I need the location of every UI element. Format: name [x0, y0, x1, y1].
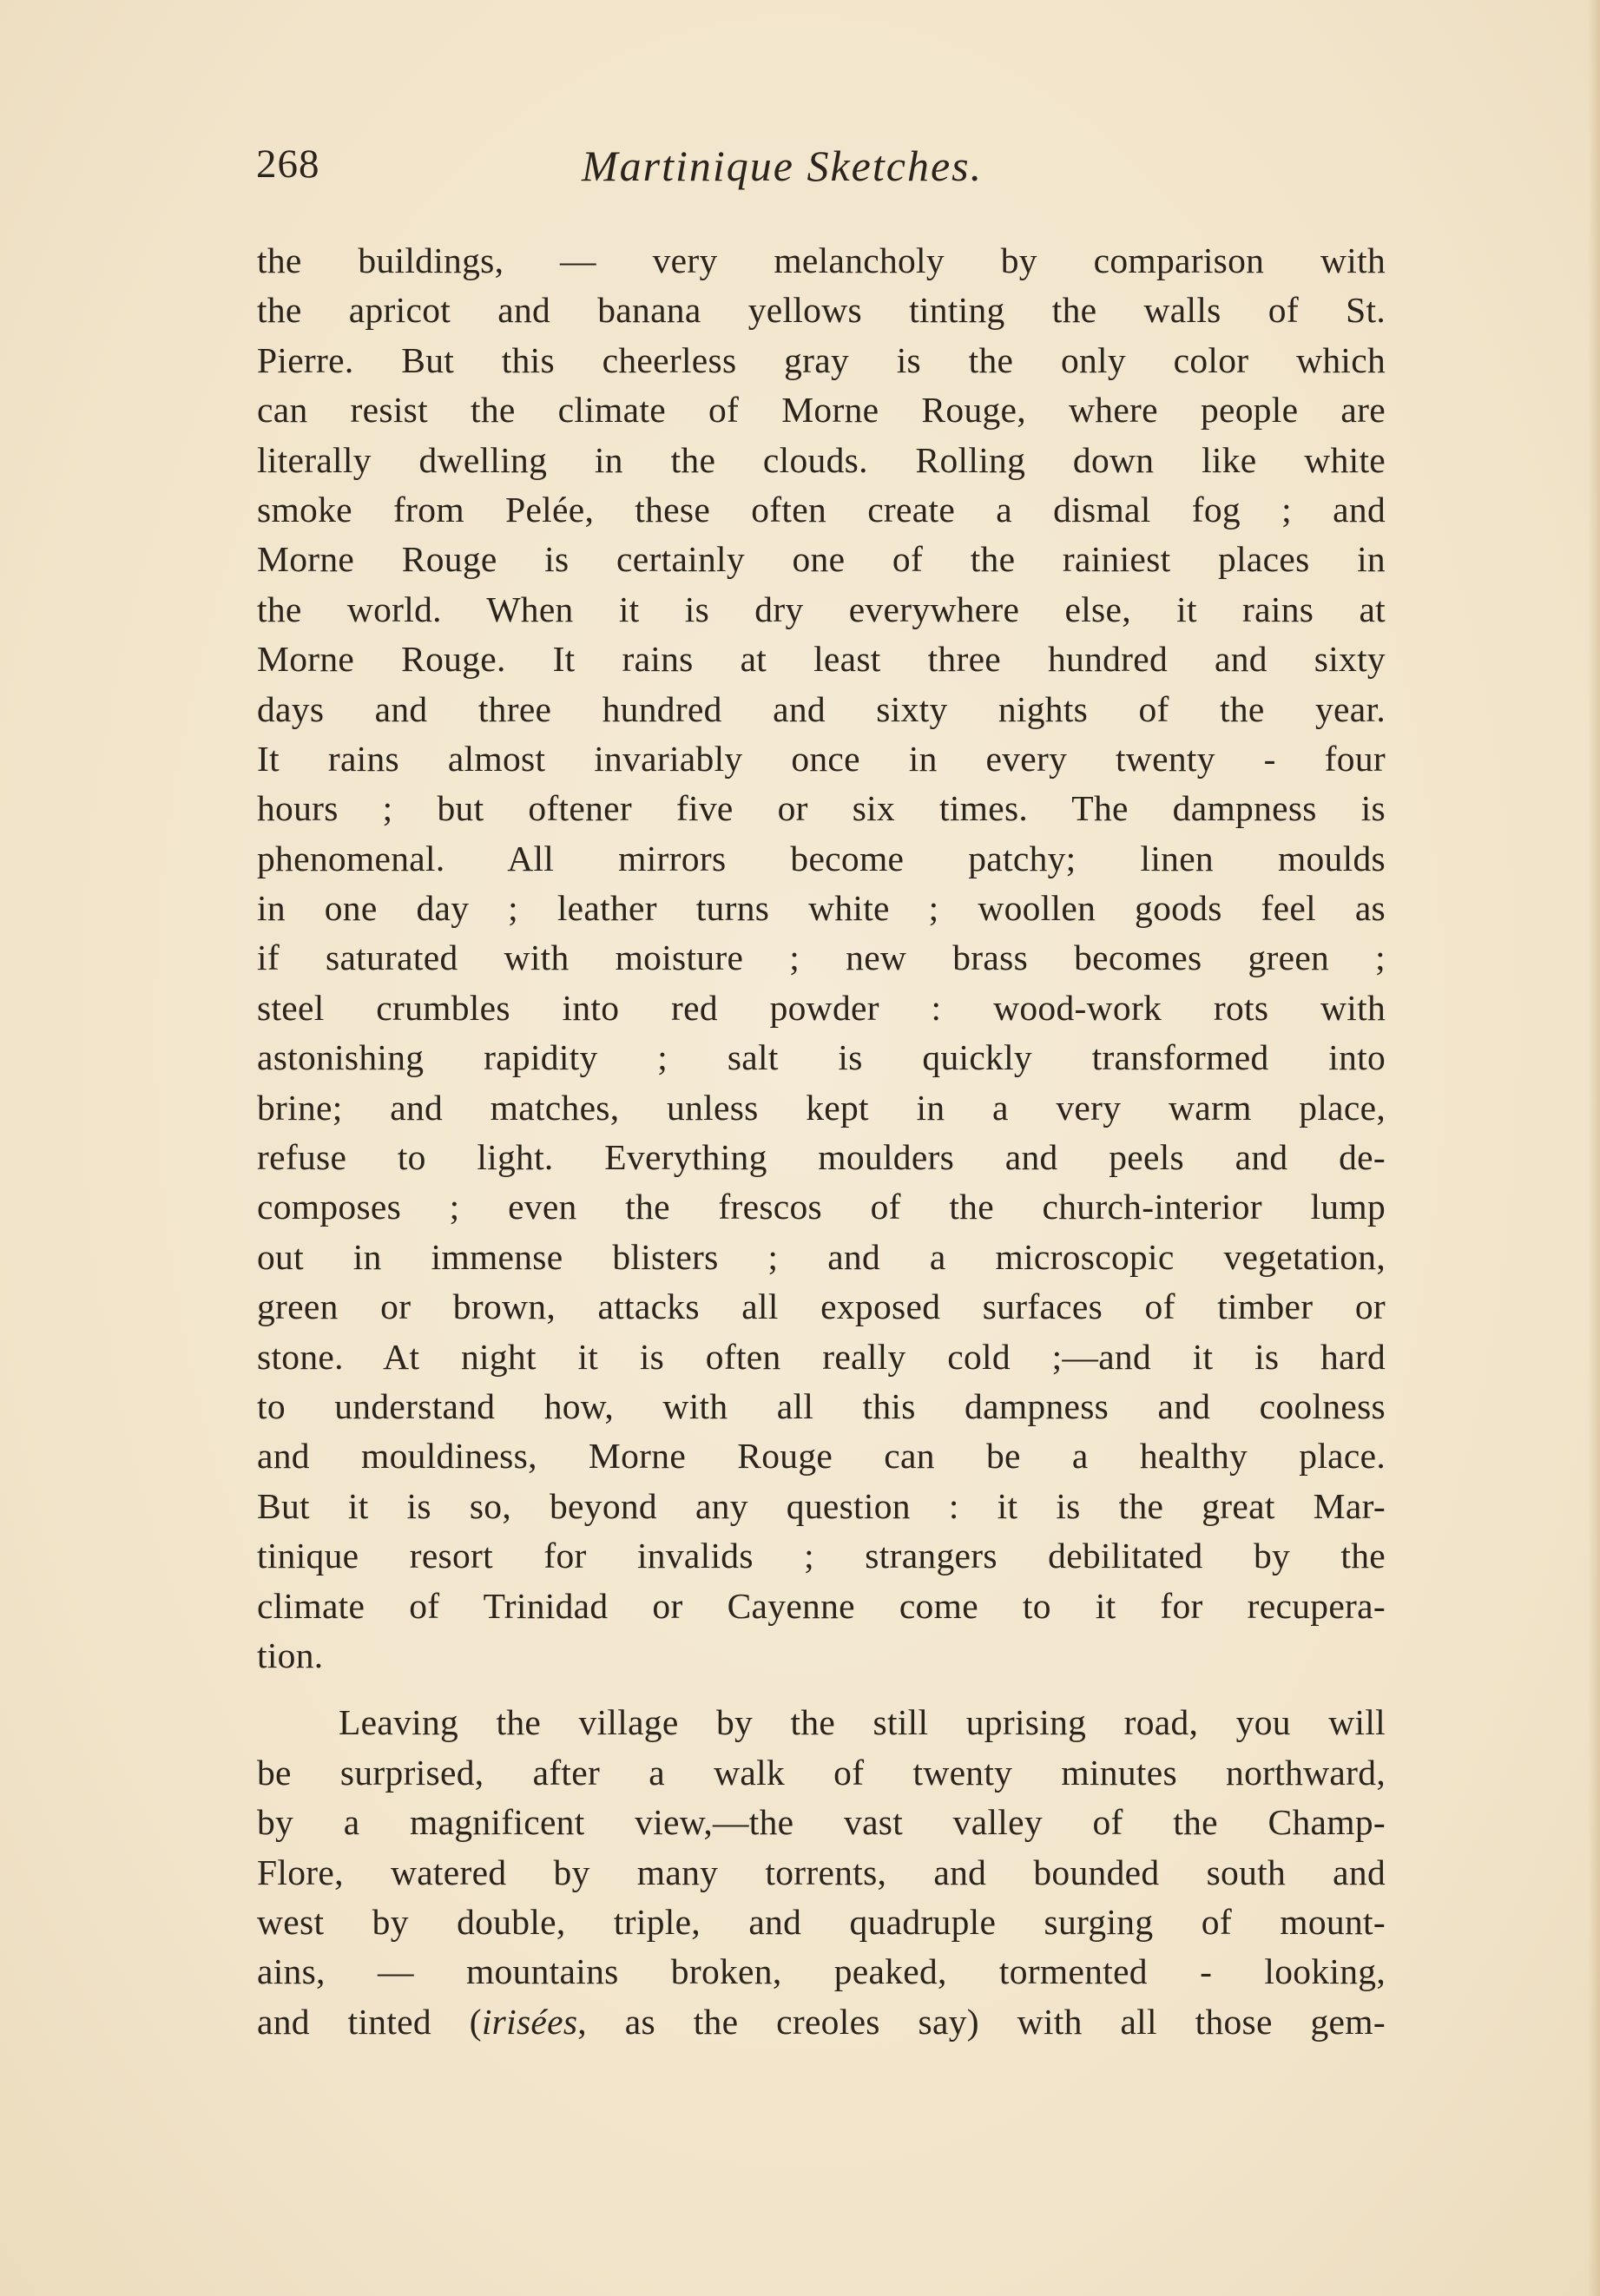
text-line: astonishing rapidity ; salt is quickly transformed into — [257, 1037, 1386, 1078]
text-line: the apricot and banana yellows tinting the walls of St. — [257, 290, 1386, 331]
text-line: But it is so, beyond any question : it is the great Mar- — [257, 1485, 1386, 1526]
body-text — [257, 236, 1386, 2047]
text-line — [257, 1997, 1386, 2047]
text-fragment: and tinted ( — [257, 2001, 482, 2042]
text-line: out in immense blisters ; and a microscopic vegetation, — [257, 1236, 1386, 1277]
text-line: green or brown, attacks all exposed surfaces of timber or — [257, 1286, 1386, 1327]
text-line: Leaving the village by the still uprising road, you will — [339, 1702, 1386, 1743]
text-line: climate of Trinidad or Cayenne come to it for recupera- — [257, 1585, 1386, 1626]
text-line: stone. At night it is often really cold ;—and it is hard — [257, 1336, 1386, 1377]
text-line: in one day ; leather turns white ; woollen goods feel as — [257, 888, 1386, 929]
text-line: ains, — mountains broken, peaked, tormented - looking, — [257, 1951, 1386, 1992]
paragraph-2 — [257, 1698, 1386, 2047]
page-number: 268 — [256, 141, 320, 187]
text-line: days and three hundred and sixty nights of the year. — [257, 688, 1386, 729]
text-fragment: , as the creoles say) with all those gem- — [577, 2001, 1386, 2042]
italic-term: irisées — [481, 2001, 578, 2042]
text-line: composes ; even the frescos of the church-interior lump — [257, 1187, 1386, 1227]
text-line: Pierre. But this cheerless gray is the only color which — [257, 339, 1386, 380]
page-header — [256, 141, 1385, 201]
text-line: tinique resort for invalids ; strangers debilitated by the — [257, 1536, 1386, 1576]
text-line: can resist the climate of Morne Rouge, where people are — [257, 390, 1386, 431]
text-line: by a magnificent view,—the vast valley of the Champ- — [257, 1802, 1386, 1843]
page-edge-shadow — [1588, 0, 1600, 2296]
text-line: be surprised, after a walk of twenty minutes northward, — [257, 1752, 1386, 1793]
text-line: phenomenal. All mirrors become patchy; linen moulds — [257, 838, 1386, 878]
text-line: brine; and matches, unless kept in a very warm place, — [257, 1087, 1386, 1128]
text-line: Flore, watered by many torrents, and bounded south and — [257, 1852, 1386, 1892]
text-line: It rains almost invariably once in every twenty - four — [257, 738, 1386, 779]
text-line: smoke from Pelée, these often create a dismal fog ; and — [257, 489, 1386, 530]
running-title: Martinique Sketches. — [582, 141, 984, 190]
text-line: literally dwelling in the clouds. Rolling down like white — [257, 439, 1386, 480]
paragraph-1 — [257, 236, 1386, 1681]
text-line: to understand how, with all this dampness and coolness — [257, 1385, 1386, 1426]
text-line: and mouldiness, Morne Rouge can be a healthy place. — [257, 1436, 1386, 1477]
text-line: steel crumbles into red powder : wood-work rots with — [257, 987, 1386, 1028]
paragraph-gap — [257, 1681, 1386, 1698]
text-line: the world. When it is dry everywhere else, it rains at — [257, 589, 1386, 629]
text-line: tion. — [257, 1635, 324, 1675]
text-line: Morne Rouge is certainly one of the rainiest places in — [257, 539, 1386, 580]
text-line: refuse to light. Everything moulders and peels and de- — [257, 1137, 1386, 1178]
text-line: if saturated with moisture ; new brass becomes green ; — [257, 937, 1386, 978]
text-line: the buildings, — very melancholy by comparison with — [257, 240, 1386, 280]
text-line: hours ; but oftener five or six times. The dampness is — [257, 788, 1386, 829]
text-line: west by double, triple, and quadruple surging of mount- — [257, 1901, 1386, 1942]
text-line: Morne Rouge. It rains at least three hundred and sixty — [257, 639, 1386, 680]
